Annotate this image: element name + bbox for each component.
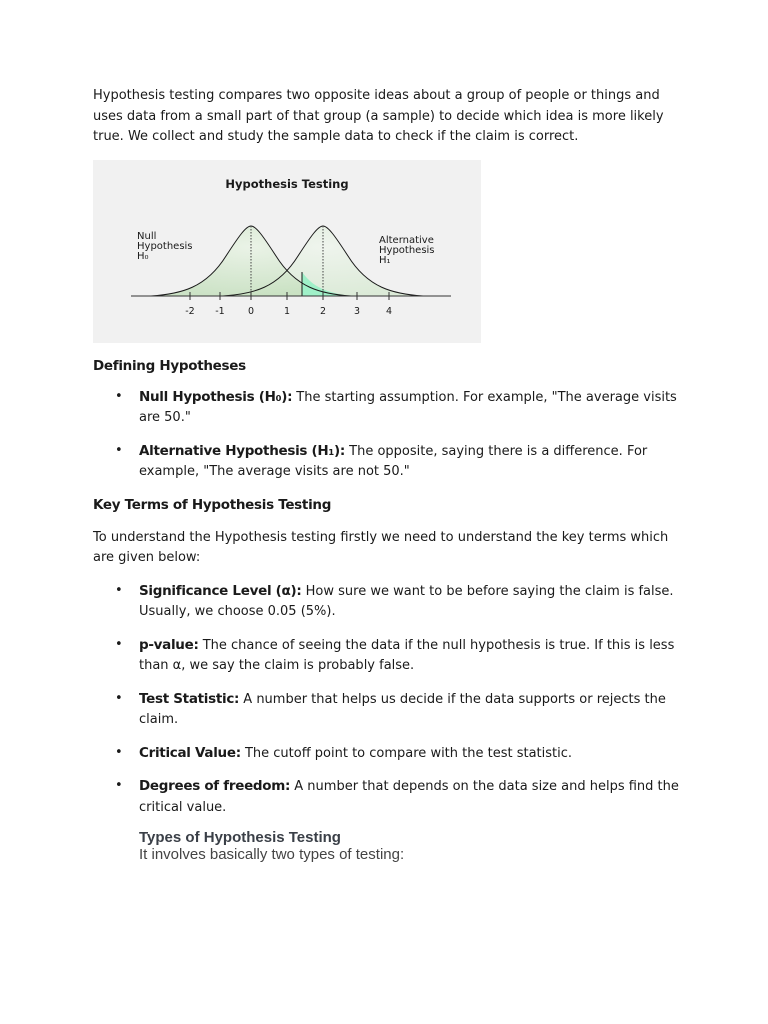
term-description: A number that depends on the data size and helps find the critical value.: [139, 779, 679, 815]
bullet: •: [115, 582, 123, 598]
defining-heading: Defining Hypotheses: [93, 357, 246, 374]
term: Null Hypothesis (H₀):: [139, 388, 293, 405]
term: Critical Value:: [139, 744, 241, 761]
bullet: •: [115, 442, 123, 458]
key-terms-heading: Key Terms of Hypothesis Testing: [93, 496, 332, 513]
list-item: [93, 581, 683, 623]
key-terms-intro: To understand the Hypothesis testing firstly we need to understand the key terms which are given below:: [93, 529, 669, 565]
term: Alternative Hypothesis (H₁):: [139, 442, 346, 459]
hypothesis-testing-figure: [93, 160, 481, 343]
alt-label: [379, 235, 435, 266]
term-description: How sure we want to be before saying the claim is false. Usually, we choose 0.05 (5%).: [139, 583, 674, 619]
bullet: •: [115, 636, 123, 652]
axis-tick-label: 1: [283, 305, 291, 317]
term-description: The opposite, saying there is a difference. For example, "The average visits are not 50.": [139, 443, 648, 479]
list-item: [93, 743, 683, 765]
list-item: [93, 689, 683, 731]
key-terms-list: [93, 581, 683, 819]
bullet: •: [115, 690, 123, 706]
axis-tick-label: 2: [319, 305, 327, 317]
list-item: [93, 387, 683, 429]
list-item: [93, 776, 683, 818]
figure-svg: [93, 160, 481, 343]
null-label-line1: Null: [137, 230, 157, 242]
bullet: •: [115, 744, 123, 760]
axis-tick-label: -1: [215, 305, 225, 317]
document-page: [93, 86, 683, 864]
term-description: The starting assumption. For example, "The average visits are 50.": [139, 389, 677, 425]
alt-label-line3: H₁: [379, 254, 391, 266]
defining-list: [93, 387, 683, 483]
term: p-value:: [139, 636, 199, 653]
null-label-line3: H₀: [137, 250, 149, 262]
types-heading: Types of Hypothesis Testing: [139, 829, 341, 846]
bullet: •: [115, 388, 123, 404]
term: Significance Level (α):: [139, 582, 302, 599]
alt-label-line2: Hypothesis: [379, 244, 435, 256]
list-item: [93, 635, 683, 677]
term-description: A number that helps us decide if the data supports or rejects the claim.: [139, 691, 666, 727]
types-section: [139, 829, 683, 864]
intro-paragraph: Hypothesis testing compares two opposite ideas about a group of people or things and uses data from a small part of that group (a sample) to decide which idea is more likely true. We collect and study the sample data to check if the claim is correct.: [93, 88, 664, 144]
axis-tick-label: 3: [353, 305, 361, 317]
figure-title: Hypothesis Testing: [225, 176, 349, 191]
list-item: [93, 441, 683, 483]
bullet: •: [115, 778, 123, 793]
null-label: [137, 231, 193, 262]
term: Degrees of freedom:: [139, 778, 291, 794]
axis-tick-label: 0: [247, 305, 255, 317]
types-subtitle: It involves basically two types of testing:: [139, 846, 405, 863]
term: Test Statistic:: [139, 690, 240, 707]
axis-tick-label: -2: [185, 305, 195, 317]
term-description: The chance of seeing the data if the null hypothesis is true. If this is less than α, we say the claim is probably false.: [139, 637, 675, 673]
alt-label-line1: Alternative: [379, 234, 434, 246]
term-description: The cutoff point to compare with the test statistic.: [240, 745, 573, 761]
axis-tick-label: 4: [385, 305, 393, 317]
null-label-line2: Hypothesis: [137, 240, 193, 252]
